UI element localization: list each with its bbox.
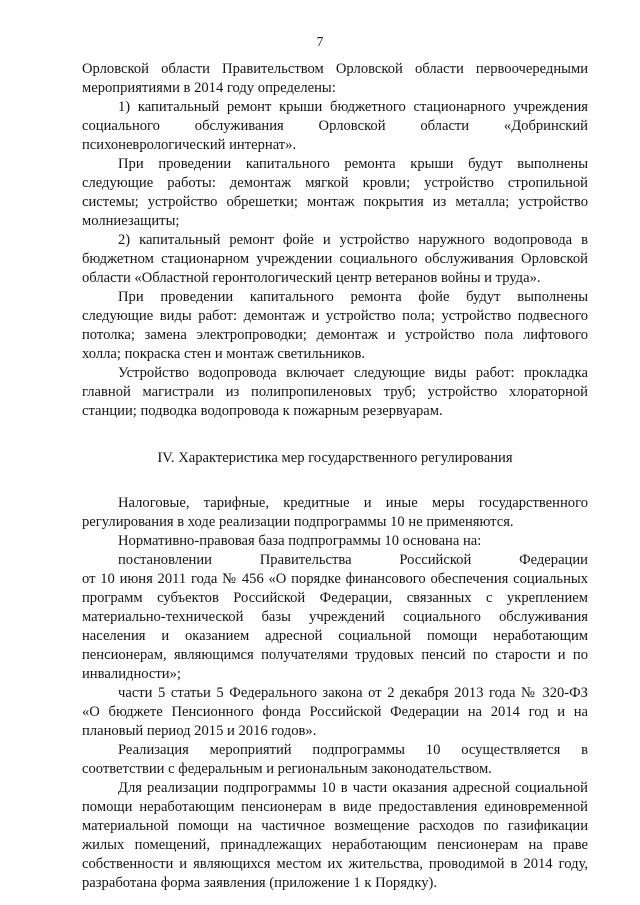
text-line: 2) капитальный ремонт фойе и устройство наружного водопровода в <box>118 232 588 248</box>
text-line: части 5 статьи 5 Федерального закона от 2 декабря 2013 года № 320-ФЗ <box>118 685 588 701</box>
text-line: соответствии с федеральным и региональным законодательством. <box>82 761 492 777</box>
text-line: При проведении капитального ремонта крыши будут выполнены <box>118 156 588 172</box>
text-line: бюджетном стационарном учреждении социального обслуживания Орловской <box>82 251 588 267</box>
text-line: материально-технической базы учреждений социального обслуживания <box>82 609 588 625</box>
text-line: При проведении капитального ремонта фойе будут выполнены <box>118 289 588 305</box>
text-line: станции; подводка водопровода к пожарным резервуарам. <box>82 403 443 419</box>
spacer <box>82 421 588 443</box>
text-line: социального обслуживания Орловской области «Добринский <box>82 118 588 134</box>
text-line: «О бюджете Пенсионного фонда Российской Федерации на 2014 год и на <box>82 704 588 720</box>
text-line: мероприятиями в 2014 году определены: <box>82 80 336 96</box>
text-line: холла; покраска стен и монтаж светильников. <box>82 346 366 362</box>
text-line: собственности и являющихся местом их жительства, проводимой в 2014 году, <box>82 856 588 872</box>
text-line: материальной помощи на частичное возмещение расходов по газификации <box>82 818 588 834</box>
text-line: главной магистрали из полипропиленовых труб; устройство хлораторной <box>82 384 588 400</box>
text-line: Для реализации подпрограммы 10 в части оказания адресной социальной <box>118 780 588 796</box>
text-line: психоневрологический интернат». <box>82 137 297 153</box>
text-line: помощи неработающим пенсионерам в виде предоставления единовременной <box>82 799 588 815</box>
text-line: пенсионерам, являющимся получателями трудовых пенсий по старости и по <box>82 647 588 663</box>
text-line: Устройство водопровода включает следующие виды работ: прокладка <box>118 365 588 381</box>
text-line: разработана форма заявления (приложение 1 к Порядку). <box>82 875 438 891</box>
text-line: жилых помещений, принадлежащих неработающим пенсионерам на праве <box>82 837 588 853</box>
text-line: следующие виды работ: демонтаж и устройство пола; устройство подвесного <box>82 308 588 324</box>
text-line: молниезащиты; <box>82 213 180 229</box>
text-line: потолка; замена электропроводки; демонтаж и устройство пола лифтового <box>82 327 588 343</box>
section-heading: IV. Характеристика мер государственного регулирования <box>157 450 513 466</box>
text-line: программ субъектов Российской Федерации, связанных с укреплением <box>82 590 588 606</box>
text-line: Орловской области Правительством Орловской области первоочередными <box>82 61 588 77</box>
text-line: 1) капитальный ремонт крыши бюджетного стационарного учреждения <box>118 99 588 115</box>
text-line: от 10 июня 2011 года № 456 «О порядке финансового обеспечения социальных <box>82 571 588 587</box>
text-line: населения и оказанием адресной социальной помощи неработающим <box>82 628 588 644</box>
text-line: Налоговые, тарифные, кредитные и иные меры государственного <box>118 495 588 511</box>
text-line: постановлении Правительства Российской Федерации <box>118 552 588 568</box>
text-line: Нормативно-правовая база подпрограммы 10 основана на: <box>118 533 482 549</box>
text-line: следующие работы: демонтаж мягкой кровли; устройство стропильной <box>82 175 588 191</box>
text-line: регулирования в ходе реализации подпрограммы 10 не применяются. <box>82 514 514 530</box>
text-line: области «Областной геронтологический центр ветеранов войны и труда». <box>82 270 541 286</box>
text-line: плановый период 2015 и 2016 годов». <box>82 723 317 739</box>
text-line: Реализация мероприятий подпрограммы 10 осуществляется в <box>118 742 588 758</box>
text-line: системы; устройство обрешетки; монтаж покрытия из металла; устройство <box>82 194 588 210</box>
document-body <box>82 60 588 893</box>
text-line: инвалидности»; <box>82 666 181 682</box>
page-number: 7 <box>316 34 324 49</box>
